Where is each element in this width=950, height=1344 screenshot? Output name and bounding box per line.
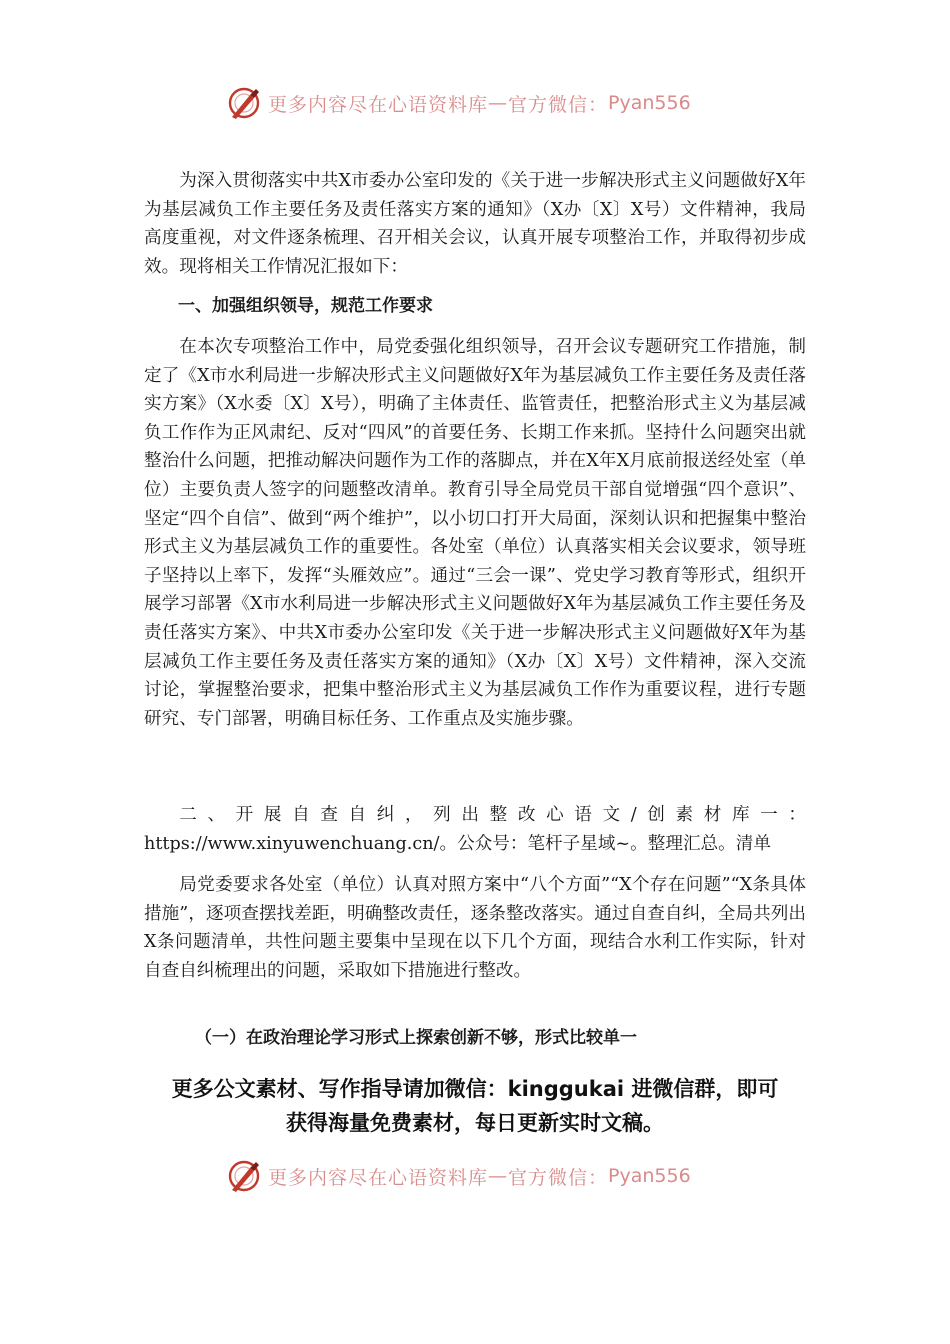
banner-contact-value: Pyan556 [608, 92, 691, 114]
section-1-paragraph: 在本次专项整治工作中，局党委强化组织领导，召开会议专题研究工作措施，制定了《X市水利局进一步解决形式主义问题做好X年为基层减负工作主要任务及责任落实方案》（X水委〔X〕X号），明确了主体责任、监管责任，把整治形式主义为基层减负工作作为正风肃纪、反对“四风”的首要任务、长期工作来抓。坚持什么问题突出就整治什么问题，把推动解决问题作为工作的落脚点，并在X年X月底前报送经处室（单位）主要负责人签字的问题整改清单。教育引导全局党员干部自觉增强“四个意识”、坚定“四个自信”、做到“两个维护”，以小切口打开大局面，深刻认识和把握集中整治形式主义为基层减负工作的重要性。各处室（单位）认真落实相关会议要求，领导班子坚持以上率下，发挥“头雁效应”。通过“三会一课”、党史学习教育等形式，组织开展学习部署《X市水利局进一步解决形式主义问题做好X年为基层减负工作主要任务及责任落实方案》、中共X市委办公室印发《关于进一步解决形式主义问题做好X年为基层减负工作主要任务及责任落实方案的通知》（X办〔X〕X号）文件精神，深入交流讨论，掌握整治要求，把集中整治形式主义为基层减负工作作为重要议程，进行专题研究、专门部署，明确目标任务、工作重点及实施步骤。 [144, 337, 806, 729]
banner-text: 更多内容尽在心语资料库 [268, 93, 489, 116]
promo-line-2: 获得海量免费素材，每日更新实时文稿。 [286, 1111, 664, 1135]
banner-contact-value: Pyan556 [608, 1165, 691, 1187]
section-2-paragraph: 局党委要求各处室（单位）认真对照方案中“八个方面”“X个存在问题”“X条具体措施”，逐项查摆找差距，明确整改责任，逐条整改落实。通过自查自纠，全局共列出X条问题清单，共性问题主要集中呈现在以下几个方面，现结合水利工作实际，针对自查自纠梳理出的问题，采取如下措施进行整改。 [144, 875, 806, 981]
banner-contact-label: 官方微信： [508, 93, 609, 116]
section-heading-2: 二、开展自查自纠，列出整改心语文/创素材库一：https://www.xinyuwenchuang.cn/。公众号：笔杆子星域~。整理汇总。清单 [144, 805, 806, 854]
subsection-heading-1: （一）在政治理论学习形式上探索创新不够，形式比较单一 [195, 1028, 637, 1048]
banner-text: 更多内容尽在心语资料库 [268, 1166, 489, 1189]
intro-paragraph: 为深入贯彻落实中共X市委办公室印发的《关于进一步解决形式主义问题做好X年为基层减负工作主要任务及责任落实方案的通知》（X办〔X〕X号）文件精神，我局高度重视，对文件逐条梳理、召开相关会议，认真开展专项整治工作，并取得初步成效。现将相关工作情况汇报如下： [144, 171, 806, 277]
promo-notice [120, 1072, 830, 1140]
banner-contact-label: 官方微信： [508, 1166, 609, 1189]
banner-dash: — [488, 92, 509, 114]
promo-line-1: 更多公文素材、写作指导请加微信：kinggukai 进微信群，即可 [171, 1077, 779, 1101]
section-heading-1: 一、加强组织领导，规范工作要求 [178, 296, 433, 316]
header-banner [226, 83, 746, 123]
footer-banner [226, 1156, 746, 1196]
banner-dash: — [488, 1165, 509, 1187]
pen-logo-icon [226, 1158, 262, 1194]
pen-logo-icon [226, 85, 262, 121]
